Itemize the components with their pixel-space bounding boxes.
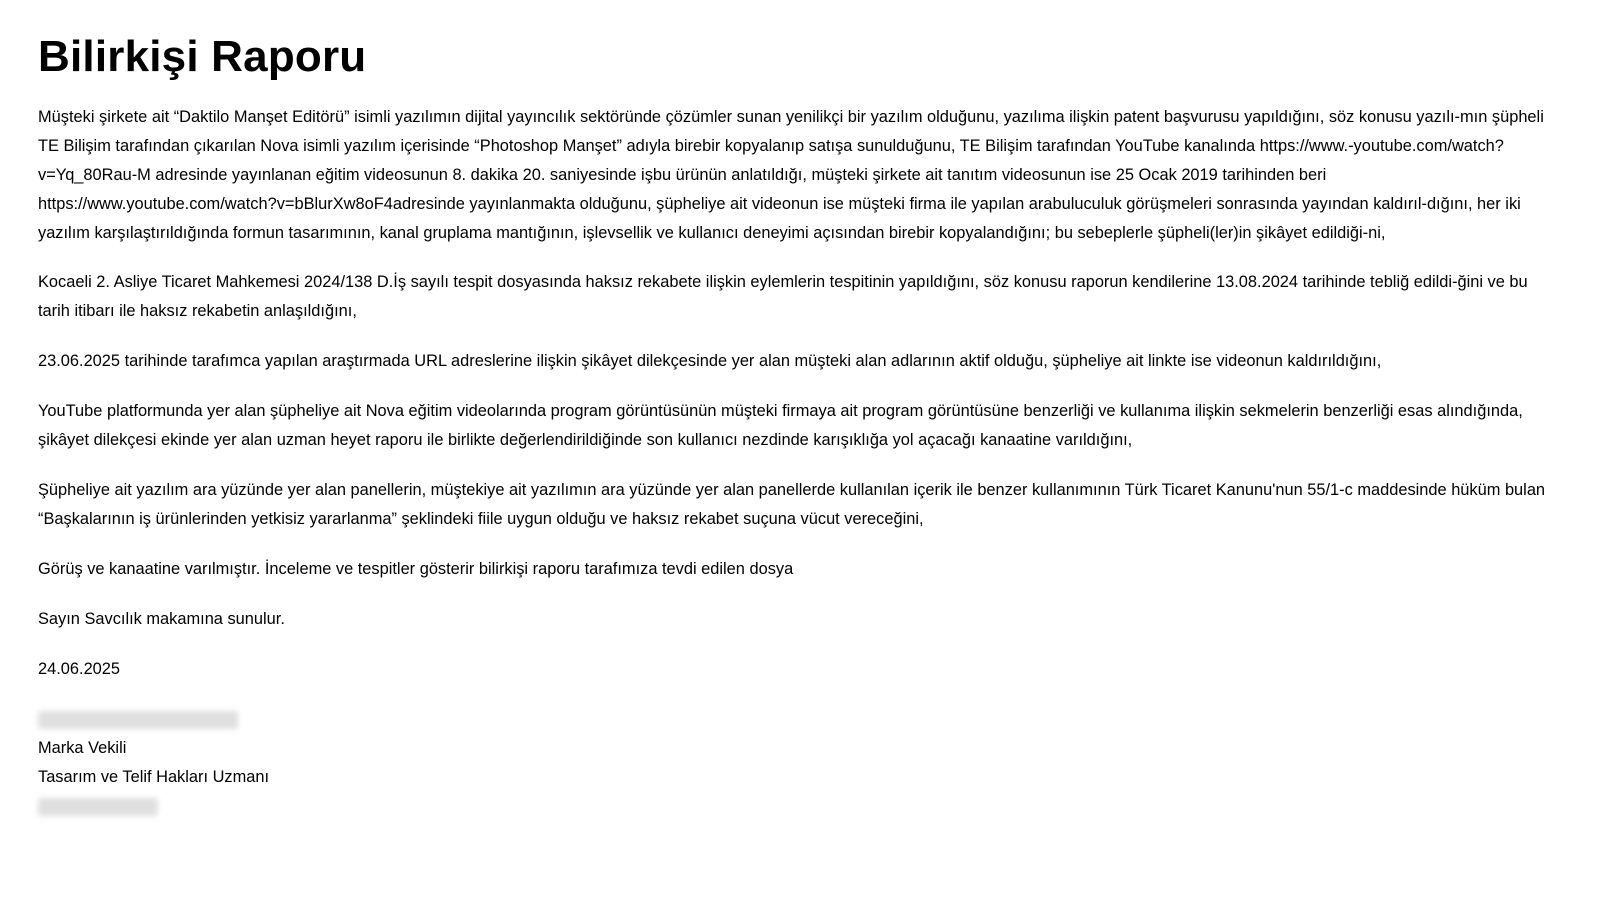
- signature-block: [38, 705, 1562, 821]
- redaction-blur: [38, 798, 158, 816]
- document-title: Bilirkişi Raporu: [38, 32, 367, 81]
- paragraph-complaint: Müşteki şirkete ait “Daktilo Manşet Editörü” isimli yazılımın dijital yayıncılık sektöründe çözümler sunan yenilikçi bir yazılım olduğunu, yazılıma ilişkin patent başvurusu yapıldığını, söz konusu yazılı-mın şüpheli TE Bilişim tarafından çıkarılan Nova isimli yazılım içerisinde “Photoshop Manşet” adıyla birebir kopyalanıp satışa sunulduğunu, TE Bilişim tarafından YouTube kanalında https://www.-youtube.com/watch?v=Yq_80Rau-M adresinde yayınlanan eğitim videosunun 8. dakika 20. saniyesinde işbu ürünün anlatıldığı, müşteki şirkete ait tanıtım videosunun ise 25 Ocak 2019 tarihinden beri https://www.youtube.com/watch?v=bBlurXw8oF4adresinde yayınlanmakta olduğunu, şüpheliye ait videonun ise müşteki firma ile yapılan arabuluculuk görüşmeleri sonrasında yayından kaldırıl-dığını, her iki yazılım karşılaştırıldığında formun tasarımının, kanal gruplama mantığının, işlevsellik ve kullanıcı deneyimi açısından birebir kopyalandığını; bu sebeplerle şüpheli(ler)in şikâyet edildiği-ni,: [38, 108, 1544, 243]
- paragraph-submission: Sayın Savcılık makamına sunulur.: [38, 610, 285, 629]
- document-date: 24.06.2025: [38, 660, 121, 679]
- redacted-name: [38, 705, 1562, 734]
- signature-title: Tasarım ve Telif Hakları Uzmanı: [38, 768, 270, 787]
- paragraph-youtube-comparison: YouTube platformunda yer alan şüpheliye ait Nova eğitim videolarında program görüntüsünün müşteki firmaya ait program görüntüsüne benzerliği ve kullanıma ilişkin sekmelerin benzerliği esas alındığında, şikâyet dilekçesi ekinde yer alan uzman heyet raporu ile birlikte değerlendirildiğinde son kullanıcı nezdinde karışıklığa yol açacağı kanaatine varıldığını,: [38, 402, 1523, 450]
- paragraph-unfair-competition: Şüpheliye ait yazılım ara yüzünde yer alan panellerin, müştekiye ait yazılımın ara yüzünde yer alan panellerde kullanılan içerik ile benzer kullanımının Türk Ticaret Kanunu'nun 55/1-c maddesinde hüküm bulan “Başkalarının iş ürünlerinden yetkisiz yararlanma” şeklindeki fiile uygun olduğu ve haksız rekabet suçuna vücut vereceğini,: [38, 481, 1546, 529]
- paragraph-court-file: Kocaeli 2. Asliye Ticaret Mahkemesi 2024/138 D.İş sayılı tespit dosyasında haksız rekabete ilişkin eylemlerin tespitinin yapıldığını, söz konusu raporun kendilerine 13.08.2024 tarihinde tebliğ edildi-ğini ve bu tarih itibarı ile haksız rekabetin anlaşıldığını,: [38, 273, 1528, 321]
- paragraph-conclusion: Görüş ve kanaatine varılmıştır. İnceleme ve tespitler gösterir bilirkişi raporu tarafımıza tevdi edilen dosya: [38, 560, 794, 579]
- redacted-contact: [38, 792, 1562, 821]
- redaction-blur: [38, 711, 238, 729]
- signature-role: Marka Vekili: [38, 739, 127, 758]
- paragraph-research: 23.06.2025 tarihinde tarafımca yapılan araştırmada URL adreslerine ilişkin şikâyet dilekçesinde yer alan müşteki alan adlarının aktif olduğu, şüpheliye ait linkte ise videonun kaldırıldığını,: [38, 352, 1382, 371]
